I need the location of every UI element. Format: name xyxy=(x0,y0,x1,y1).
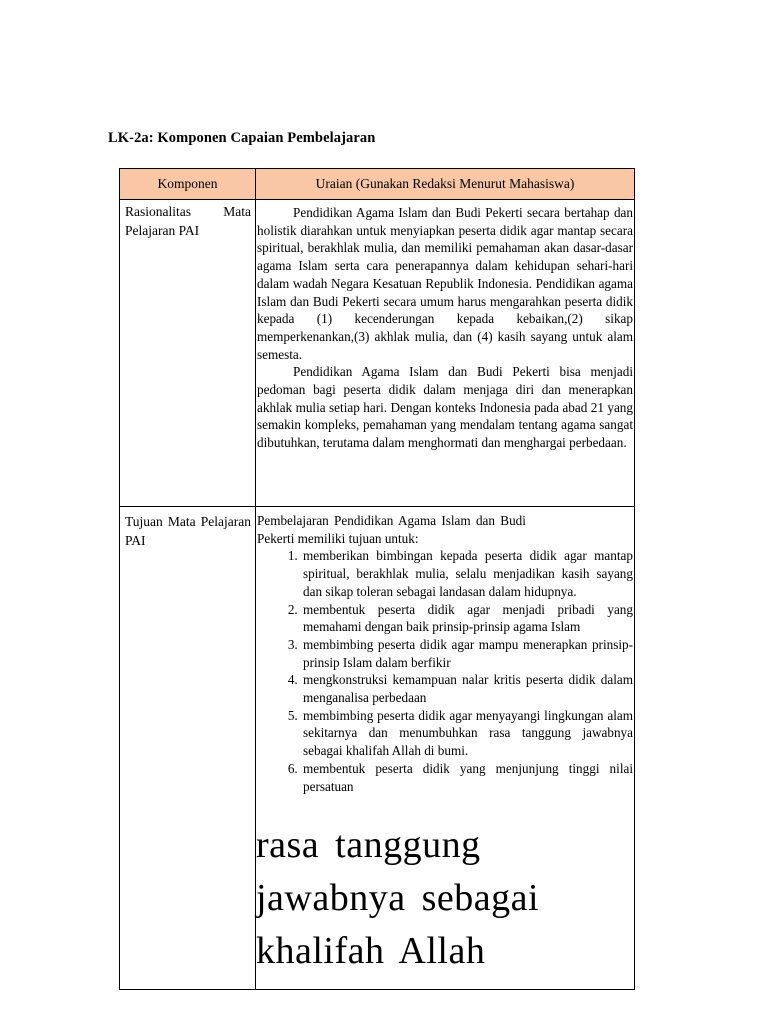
row-label-tujuan: Tujuan Mata Pelajaran PAI xyxy=(125,514,251,548)
row-content-cell xyxy=(256,507,635,990)
tujuan-list xyxy=(256,547,634,795)
table-row-rasionalitas xyxy=(120,200,635,507)
list-item: 5. membimbing peserta didik agar menyayangi lingkungan alam sekitarnya dan menumbuhkan rasa tanggung jawabnya sebagai khalifah Allah di bumi. xyxy=(301,707,633,760)
row-content-cell xyxy=(256,200,635,507)
table-row-tujuan xyxy=(120,507,635,990)
list-item: 3. membimbing peserta didik agar mampu menerapkan prinsip- prinsip Islam dalam berfikir xyxy=(301,636,633,671)
worksheet-heading: LK-2a: Komponen Capaian Pembelajaran xyxy=(108,130,376,146)
table-header-row xyxy=(120,169,635,200)
components-table xyxy=(119,168,635,990)
list-item: 2. membentuk peserta didik agar menjadi pribadi yang memahami dengan baik prinsip-prinsip agama Islam xyxy=(301,601,633,636)
zoomed-line-3: khalifah Allah xyxy=(256,930,486,973)
list-item: 4. mengkonstruksi kemampuan nalar kritis peserta didik dalam menganalisa perbedaan xyxy=(301,671,633,706)
tujuan-intro-line-2: Pekerti memiliki tujuan untuk: xyxy=(257,530,419,546)
tujuan-intro-line-1: Pembelajaran Pendidikan Agama Islam dan Budi xyxy=(257,513,526,528)
rasionalitas-paragraph-2: Pendidikan Agama Islam dan Budi Pekerti bisa menjadi pedoman bagi peserta didik dalam menjaga diri dan menerapkan akhlak mulia setiap hari. Dengan konteks Indonesia pada abad 21 yang semakin kompleks, pemahaman yang mendalam tentang agama sangat dibutuhkan, terutama dalam menghormati dan menghargai perbedaan. xyxy=(257,364,633,451)
row-label-cell xyxy=(120,507,256,990)
row-label-rasionalitas: Rasionalitas Mata Pelajaran PAI xyxy=(125,204,251,238)
list-item: 6. membentuk peserta didik yang menjunjung tinggi nilai persatuan xyxy=(301,760,633,795)
zoomed-line-2: jawabnya sebagai xyxy=(256,877,540,920)
row-label-cell xyxy=(120,200,256,507)
zoomed-line-1: rasa tanggung xyxy=(256,824,481,867)
zoomed-text xyxy=(256,795,634,978)
header-komponen: Komponen xyxy=(120,169,256,200)
header-uraian: Uraian (Gunakan Redaksi Menurut Mahasiswa) xyxy=(256,169,635,200)
list-item: 1. memberikan bimbingan kepada peserta didik agar mantap spiritual, berakhlak mulia, selalu menjadikan kasih sayang dan sikap toleran sebagai landasan dalam hidupnya. xyxy=(301,547,633,600)
rasionalitas-paragraph-1: Pendidikan Agama Islam dan Budi Pekerti secara bertahap dan holistik diarahkan untuk menyiapkan peserta didik agar mantap secara spiritual, berakhlak mulia, dan memiliki pemahaman akan dasar-dasar agama Islam serta cara penerapannya dalam kehidupan sehari-hari dalam wadah Negara Kesatuan Republik Indonesia. Pendidikan agama Islam dan Budi Pekerti secara umum harus mengarahkan peserta didik kepada (1) kecenderungan kepada kebaikan,(2) sikap memperkenankan,(3) akhlak mulia, dan (4) kasih sayang untuk alam semesta. xyxy=(257,205,633,362)
